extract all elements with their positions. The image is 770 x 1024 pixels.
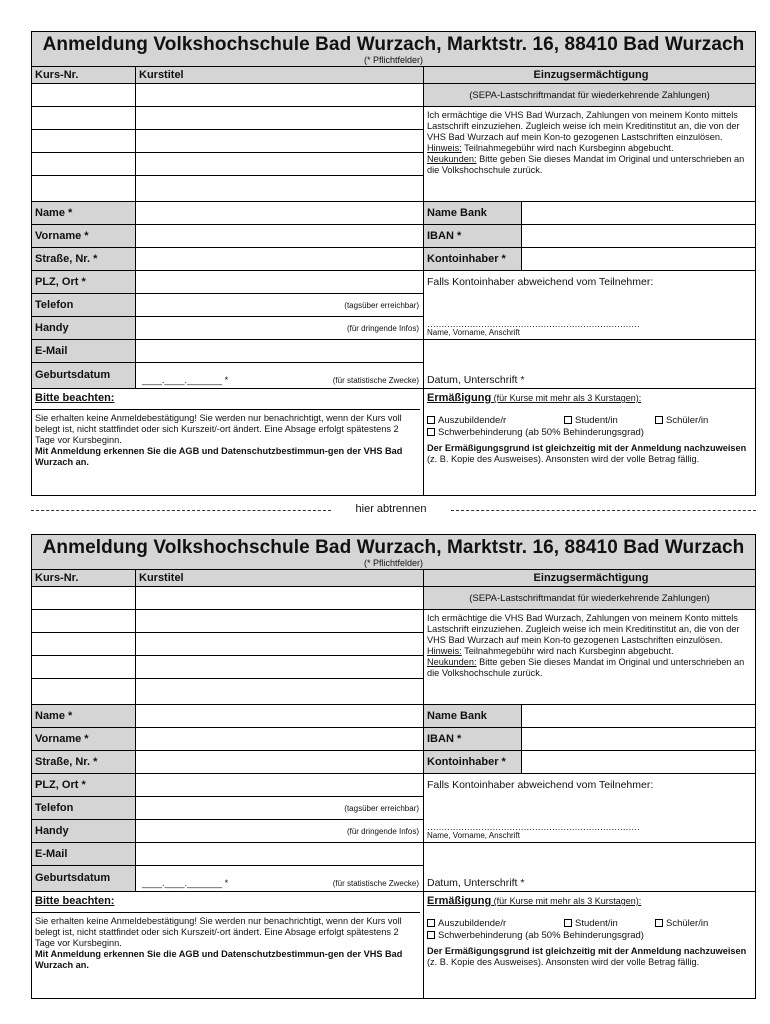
geburtsdatum-hint: (für statistische Zwecke) [332, 879, 419, 888]
course-number-input[interactable] [32, 679, 136, 705]
plz-label: PLZ, Ort * [32, 774, 136, 797]
course-title-input[interactable] [136, 176, 424, 202]
name-address-caption: Name, Vorname, Anschrift [427, 831, 520, 840]
registration-form-bottom [31, 534, 756, 999]
signature-label: Datum, Unterschrift * [427, 877, 525, 889]
new-customer-label: Neukunden: [427, 154, 477, 164]
discount-proof-bold: Der Ermäßigungsgrund ist gleichzeitig mit der Anmeldung nachzuweisen [427, 946, 747, 956]
signature-box[interactable] [424, 340, 755, 389]
discount-options-row [427, 415, 709, 426]
bank-name-input[interactable] [522, 202, 755, 225]
form-header [32, 32, 755, 67]
notice-text-block [32, 912, 420, 971]
course-number-input[interactable] [32, 656, 136, 679]
handy-input[interactable] [136, 820, 424, 843]
handy-input[interactable] [136, 317, 424, 340]
course-title-header: Kurstitel [136, 67, 424, 84]
discount-condition: (für Kurse mit mehr als 3 Kurstagen): [491, 393, 642, 403]
notice-title: Bitte beachten: [35, 895, 115, 907]
name-input[interactable] [136, 705, 424, 728]
deviating-owner-text: Falls Kontoinhaber abweichend vom Teilnehmer: [427, 779, 654, 791]
geburtsdatum-hint: (für statistische Zwecke) [332, 376, 419, 385]
course-number-input[interactable] [32, 130, 136, 153]
discount-proof-text: (z. B. Kopie des Ausweises). Ansonsten wird der volle Betrag fällig. [427, 957, 700, 967]
iban-label: IBAN * [424, 225, 522, 248]
checkbox-icon [427, 931, 435, 939]
signature-label: Datum, Unterschrift * [427, 374, 525, 386]
hint-label: Hinweis: [427, 646, 462, 656]
account-owner-input[interactable] [522, 751, 755, 774]
iban-input[interactable] [522, 728, 755, 751]
option-pupil[interactable] [655, 918, 745, 929]
discount-proof-text: (z. B. Kopie des Ausweises). Ansonsten wird der volle Betrag fällig. [427, 454, 700, 464]
course-title-input[interactable] [136, 633, 424, 656]
bank-name-label: Name Bank [424, 202, 522, 225]
vorname-input[interactable] [136, 225, 424, 248]
mandate-text: Ich ermächtige die VHS Bad Wurzach, Zahlungen von meinem Konto mittels Lastschrift einzuziehen. Zugleich weise ich mein Kreditinstitut an, die von der VHS Bad Wurzach auf mein Kon-to gezogenen Lastschriften einzulösen. [427, 613, 740, 645]
option-trainee-label: Auszubildende/r [438, 918, 507, 929]
discount-box [424, 892, 755, 998]
vorname-input[interactable] [136, 728, 424, 751]
checkbox-icon [427, 416, 435, 424]
course-title-header: Kurstitel [136, 570, 424, 587]
checkbox-icon [564, 919, 572, 927]
course-title-input[interactable] [136, 587, 424, 610]
name-input[interactable] [136, 202, 424, 225]
geburtsdatum-blank: ____.____._______ * [142, 878, 229, 888]
bank-name-input[interactable] [522, 705, 755, 728]
form-title: Anmeldung Volkshochschule Bad Wurzach, Marktstr. 16, 88410 Bad Wurzach [42, 537, 745, 558]
handy-hint: (für dringende Infos) [346, 324, 419, 333]
form-header [32, 535, 755, 570]
notice-text: Sie erhalten keine Anmeldebestätigung! Sie werden nur benachrichtigt, wenn der Kurs voll belegt ist, nicht stattfindet oder sich Kurszeit/-ort ändert. Eine Absage erfolgt spätestens 2 Tage vor Kursbeginn. [35, 413, 402, 445]
dashed-line-left [31, 510, 331, 511]
mandate-title: Einzugsermächtigung [424, 570, 755, 587]
email-input[interactable] [136, 843, 424, 866]
email-input[interactable] [136, 340, 424, 363]
registration-form-top [31, 31, 756, 496]
telefon-hint: (tagsüber erreichbar) [344, 301, 419, 310]
plz-input[interactable] [136, 271, 424, 294]
option-disability-label: Schwerbehinderung (ab 50% Behinderungsgrad) [438, 930, 644, 941]
notice-box [32, 389, 424, 495]
required-note: (* Pflichtfelder) [363, 55, 424, 65]
discount-options-row [427, 918, 709, 929]
option-disability[interactable] [427, 930, 644, 941]
account-owner-input[interactable] [522, 248, 755, 271]
discount-title: Ermäßigung [427, 895, 492, 907]
iban-label: IBAN * [424, 728, 522, 751]
course-number-input[interactable] [32, 107, 136, 130]
geburtsdatum-input[interactable] [136, 363, 424, 389]
mandate-text-block [424, 107, 755, 202]
checkbox-icon [427, 919, 435, 927]
course-number-input[interactable] [32, 587, 136, 610]
deviating-owner-box[interactable] [424, 271, 755, 340]
discount-proof-bold: Der Ermäßigungsgrund ist gleichzeitig mit der Anmeldung nachzuweisen [427, 443, 747, 453]
email-label: E-Mail [32, 843, 136, 866]
geburtsdatum-input[interactable] [136, 866, 424, 892]
course-title-input[interactable] [136, 107, 424, 130]
dotted-line: ………………………………………………………………… [427, 822, 640, 832]
option-pupil-label: Schüler/in [666, 415, 709, 426]
discount-heading [427, 895, 641, 907]
deviating-owner-box[interactable] [424, 774, 755, 843]
telefon-input[interactable] [136, 797, 424, 820]
discount-box [424, 389, 755, 495]
plz-input[interactable] [136, 774, 424, 797]
checkbox-icon [655, 919, 663, 927]
account-owner-label: Kontoinhaber * [424, 751, 522, 774]
tear-off-label: hier abtrennen [336, 503, 446, 515]
discount-heading [427, 392, 641, 404]
option-student[interactable] [564, 415, 664, 426]
notice-box [32, 892, 424, 998]
option-trainee[interactable] [427, 918, 506, 929]
new-customer-text: Bitte geben Sie dieses Mandat im Original und unterschrieben an die Volkshochschule zurück. [427, 657, 745, 678]
name-address-caption: Name, Vorname, Anschrift [427, 328, 520, 337]
hint-label: Hinweis: [427, 143, 462, 153]
handy-label: Handy [32, 820, 136, 843]
hint-text: Teilnahmegebühr wird nach Kursbeginn abgebucht. [461, 646, 674, 656]
dotted-line: ………………………………………………………………… [427, 319, 640, 329]
telefon-label: Telefon [32, 294, 136, 317]
handy-hint: (für dringende Infos) [346, 827, 419, 836]
course-number-header: Kurs-Nr. [32, 67, 136, 84]
option-pupil-label: Schüler/in [666, 918, 709, 929]
option-pupil[interactable] [655, 415, 745, 426]
vorname-label: Vorname * [32, 225, 136, 248]
strasse-input[interactable] [136, 751, 424, 774]
mandate-title: Einzugsermächtigung [424, 67, 755, 84]
option-student-label: Student/in [575, 415, 618, 426]
mandate-subtitle: (SEPA-Lastschriftmandat für wiederkehrende Zahlungen) [424, 587, 755, 610]
deviating-owner-text: Falls Kontoinhaber abweichend vom Teilnehmer: [427, 276, 654, 288]
option-disability-label: Schwerbehinderung (ab 50% Behinderungsgrad) [438, 427, 644, 438]
course-title-input[interactable] [136, 130, 424, 153]
plz-label: PLZ, Ort * [32, 271, 136, 294]
checkbox-icon [655, 416, 663, 424]
checkbox-icon [427, 428, 435, 436]
course-title-input[interactable] [136, 610, 424, 633]
form-title: Anmeldung Volkshochschule Bad Wurzach, Marktstr. 16, 88410 Bad Wurzach [42, 34, 745, 55]
option-student-label: Student/in [575, 918, 618, 929]
name-label: Name * [32, 202, 136, 225]
geburtsdatum-label: Geburtsdatum [32, 363, 136, 389]
course-number-input[interactable] [32, 610, 136, 633]
course-number-input[interactable] [32, 84, 136, 107]
bank-name-label: Name Bank [424, 705, 522, 728]
tear-off-separator [31, 503, 756, 517]
email-label: E-Mail [32, 340, 136, 363]
strasse-input[interactable] [136, 248, 424, 271]
option-student[interactable] [564, 918, 664, 929]
new-customer-label: Neukunden: [427, 657, 477, 667]
handy-label: Handy [32, 317, 136, 340]
required-note: (* Pflichtfelder) [363, 558, 424, 568]
course-title-input[interactable] [136, 153, 424, 176]
course-number-input[interactable] [32, 633, 136, 656]
telefon-input[interactable] [136, 294, 424, 317]
dashed-line-right [451, 510, 756, 511]
name-label: Name * [32, 705, 136, 728]
course-number-input[interactable] [32, 176, 136, 202]
telefon-label: Telefon [32, 797, 136, 820]
discount-condition: (für Kurse mit mehr als 3 Kurstagen): [491, 896, 642, 906]
new-customer-text: Bitte geben Sie dieses Mandat im Original und unterschrieben an die Volkshochschule zurück. [427, 154, 745, 175]
course-title-input[interactable] [136, 656, 424, 679]
iban-input[interactable] [522, 225, 755, 248]
discount-title: Ermäßigung [427, 392, 492, 404]
course-number-header: Kurs-Nr. [32, 570, 136, 587]
vorname-label: Vorname * [32, 728, 136, 751]
discount-proof [424, 944, 754, 970]
account-owner-label: Kontoinhaber * [424, 248, 522, 271]
mandate-subtitle: (SEPA-Lastschriftmandat für wiederkehrende Zahlungen) [424, 84, 755, 107]
course-title-input[interactable] [136, 679, 424, 705]
checkbox-icon [564, 416, 572, 424]
strasse-label: Straße, Nr. * [32, 248, 136, 271]
notice-bold: Mit Anmeldung erkennen Sie die AGB und Datenschutzbestimmun-gen der VHS Bad Wurzach an. [35, 446, 403, 467]
notice-text: Sie erhalten keine Anmeldebestätigung! Sie werden nur benachrichtigt, wenn der Kurs voll belegt ist, nicht stattfindet oder sich Kurszeit/-ort ändert. Eine Absage erfolgt spätestens 2 Tage vor Kursbeginn. [35, 916, 402, 948]
telefon-hint: (tagsüber erreichbar) [344, 804, 419, 813]
notice-bold: Mit Anmeldung erkennen Sie die AGB und Datenschutzbestimmun-gen der VHS Bad Wurzach an. [35, 949, 403, 970]
mandate-text: Ich ermächtige die VHS Bad Wurzach, Zahlungen von meinem Konto mittels Lastschrift einzuziehen. Zugleich weise ich mein Kreditinstitut an, die von der VHS Bad Wurzach auf mein Kon-to gezogenen Lastschriften einzulösen. [427, 110, 740, 142]
mandate-text-block [424, 610, 755, 705]
discount-proof [424, 441, 754, 467]
option-trainee-label: Auszubildende/r [438, 415, 507, 426]
notice-title: Bitte beachten: [35, 392, 115, 404]
option-trainee[interactable] [427, 415, 506, 426]
signature-box[interactable] [424, 843, 755, 892]
option-disability[interactable] [427, 427, 644, 438]
strasse-label: Straße, Nr. * [32, 751, 136, 774]
geburtsdatum-blank: ____.____._______ * [142, 375, 229, 385]
geburtsdatum-label: Geburtsdatum [32, 866, 136, 892]
hint-text: Teilnahmegebühr wird nach Kursbeginn abgebucht. [461, 143, 674, 153]
notice-text-block [32, 409, 420, 468]
course-title-input[interactable] [136, 84, 424, 107]
course-number-input[interactable] [32, 153, 136, 176]
